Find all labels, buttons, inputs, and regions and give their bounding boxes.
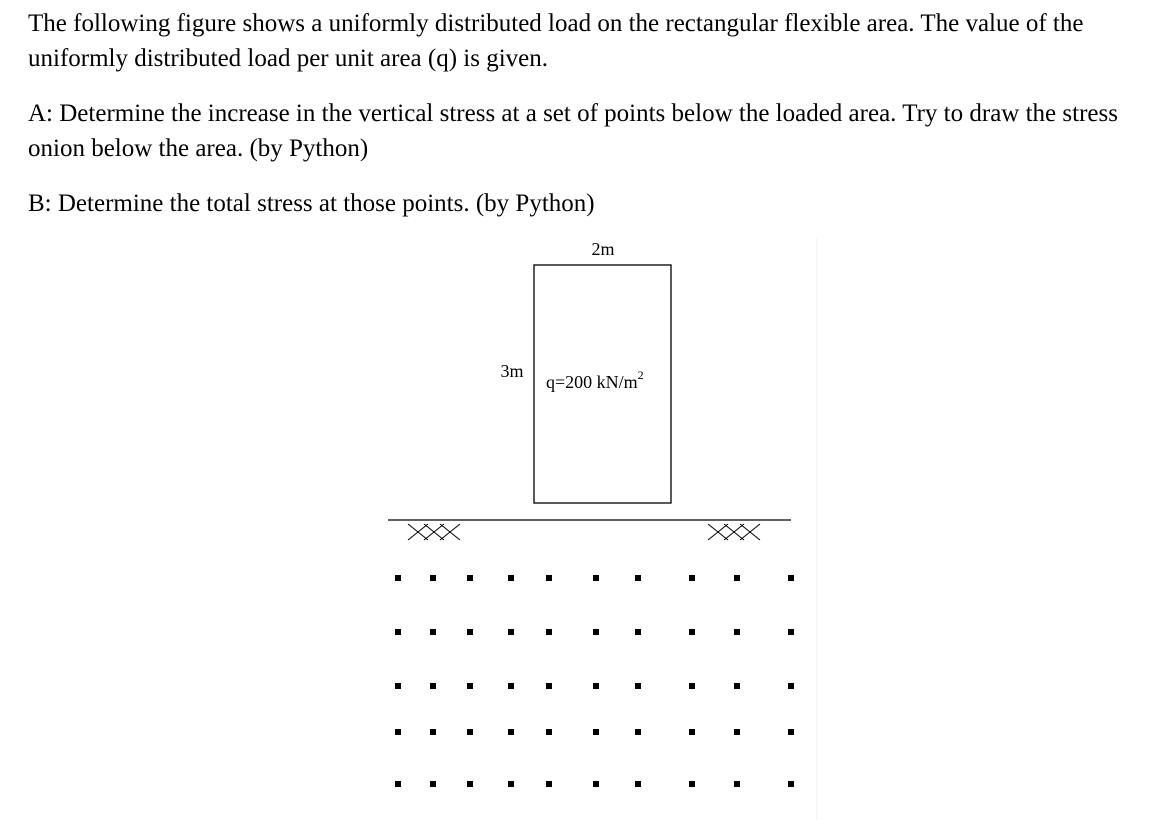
- stress-point-marker: [395, 729, 401, 735]
- stress-point-marker: [430, 729, 436, 735]
- stress-point-marker: [734, 629, 740, 635]
- stress-point-marker: [734, 575, 740, 581]
- stress-point-marker: [593, 729, 599, 735]
- ground-hatch-right: [708, 524, 760, 540]
- stress-point-marker: [430, 575, 436, 581]
- ground-hatch-left: [408, 524, 460, 540]
- stress-point-marker: [430, 683, 436, 689]
- stress-point-marker: [467, 629, 473, 635]
- stress-point-grid: [395, 575, 794, 787]
- stress-point-marker: [546, 683, 552, 689]
- load-value-label: [546, 368, 644, 392]
- stress-point-marker: [734, 683, 740, 689]
- stress-point-marker: [546, 781, 552, 787]
- length-dimension-label: 3m: [500, 361, 524, 381]
- stress-point-marker: [689, 781, 695, 787]
- stress-point-marker: [788, 629, 794, 635]
- stress-point-marker: [593, 683, 599, 689]
- stress-point-marker: [635, 575, 641, 581]
- stress-point-marker: [395, 781, 401, 787]
- stress-point-marker: [734, 781, 740, 787]
- stress-point-marker: [788, 575, 794, 581]
- stress-point-marker: [635, 729, 641, 735]
- width-dimension-label: 2m: [591, 239, 615, 259]
- stress-point-marker: [508, 629, 514, 635]
- part-a-text: A: Determine the increase in the vertical stress at a set of points below the loaded area. Try to draw the stress onion below the area. (by Python): [28, 100, 1118, 162]
- stress-point-marker: [508, 729, 514, 735]
- stress-point-marker: [788, 729, 794, 735]
- stress-point-marker: [546, 629, 552, 635]
- stress-point-marker: [788, 781, 794, 787]
- stress-point-marker: [635, 781, 641, 787]
- stress-point-marker: [395, 683, 401, 689]
- stress-point-marker: [635, 629, 641, 635]
- stress-point-marker: [635, 683, 641, 689]
- stress-point-marker: [430, 629, 436, 635]
- stress-point-marker: [689, 575, 695, 581]
- stress-point-marker: [788, 683, 794, 689]
- stress-point-marker: [467, 781, 473, 787]
- stress-point-marker: [593, 575, 599, 581]
- stress-point-marker: [593, 781, 599, 787]
- stress-point-marker: [508, 683, 514, 689]
- load-value-superscript: 2: [637, 368, 644, 382]
- problem-intro-text: The following figure shows a uniformly distributed load on the rectangular flexible area. The value of the uniformly distributed load per unit area (q) is given.: [28, 10, 1084, 72]
- stress-point-marker: [395, 629, 401, 635]
- load-value-main: q=200 kN/m: [546, 372, 638, 392]
- stress-point-marker: [430, 781, 436, 787]
- stress-point-marker: [467, 729, 473, 735]
- stress-point-marker: [689, 629, 695, 635]
- stress-point-marker: [395, 575, 401, 581]
- stress-point-marker: [593, 629, 599, 635]
- stress-point-marker: [467, 683, 473, 689]
- part-b-text: B: Determine the total stress at those points. (by Python): [28, 190, 595, 217]
- stress-point-marker: [734, 729, 740, 735]
- stress-point-marker: [546, 729, 552, 735]
- stress-point-marker: [467, 575, 473, 581]
- stress-point-marker: [689, 683, 695, 689]
- stress-point-marker: [546, 575, 552, 581]
- stress-point-marker: [508, 575, 514, 581]
- stress-point-marker: [508, 781, 514, 787]
- stress-point-marker: [689, 729, 695, 735]
